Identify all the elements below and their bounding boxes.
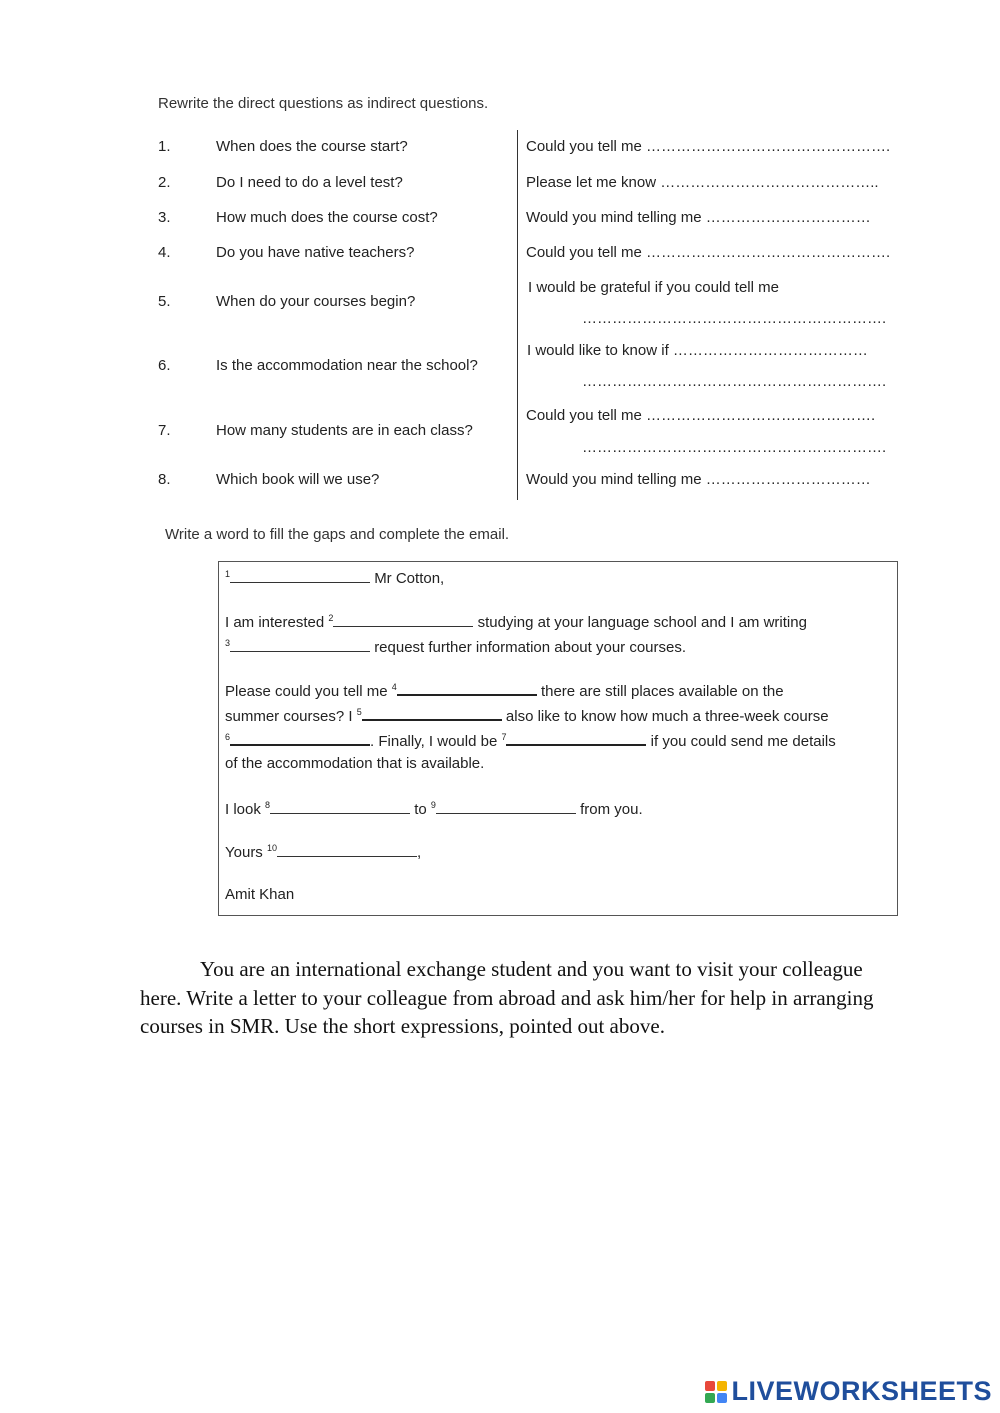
- question-number: 6.: [158, 357, 171, 374]
- question-number: 3.: [158, 209, 171, 226]
- writing-task: You are an international exchange student and you want to visit your colleague here. Write a letter to your colleague from abroad and ask him/her for help in arranging courses in SMR. Use the short expressions, pointed out above.: [140, 957, 874, 1038]
- question-number: 2.: [158, 174, 171, 191]
- answer-prompt[interactable]: Could you tell me ………………………………………….: [526, 244, 891, 261]
- question-text: Is the accommodation near the school?: [216, 357, 478, 374]
- question-text: How much does the course cost?: [216, 209, 438, 226]
- answer-prompt[interactable]: Could you tell me ………………………………………….: [526, 138, 891, 155]
- gap-4[interactable]: [397, 680, 537, 696]
- question-text: Which book will we use?: [216, 471, 380, 488]
- gap-6[interactable]: [230, 730, 370, 746]
- answer-prompt[interactable]: Would you mind telling me ……………………………: [526, 471, 871, 488]
- section1-instruction: Rewrite the direct questions as indirect questions.: [158, 95, 489, 112]
- answer-prompt[interactable]: Could you tell me ……………………………………….: [526, 407, 876, 424]
- question-number: 4.: [158, 244, 171, 261]
- question-text: How many students are in each class?: [216, 422, 473, 439]
- gap-5[interactable]: [362, 705, 502, 721]
- column-divider: [517, 130, 518, 500]
- gap-8[interactable]: [270, 799, 410, 814]
- question-text: When does the course start?: [216, 138, 408, 155]
- gap-3[interactable]: [230, 637, 370, 652]
- gap-2[interactable]: [333, 612, 473, 627]
- email-line-1: $^1$ Mr Cotton,: [225, 569, 445, 587]
- liveworksheets-logo: [705, 1376, 992, 1407]
- email-line-7: of the accommodation that is available.: [225, 755, 485, 772]
- answer-line[interactable]: …………………………………………………….: [582, 439, 887, 456]
- gap-1[interactable]: [230, 568, 370, 583]
- logo-text: LIVEWORKSHEETS: [731, 1376, 992, 1406]
- question-text: Do you have native teachers?: [216, 244, 415, 261]
- answer-prompt[interactable]: Would you mind telling me ……………………………: [526, 209, 871, 226]
- question-number: 7.: [158, 422, 171, 439]
- gap-9[interactable]: [436, 799, 576, 814]
- email-line-2: I am interested $^2$ studying at your language school and I am writing: [225, 613, 807, 631]
- email-line-6: $^6$ . Finally, I would be $^7$ if you could send me details: [225, 732, 836, 750]
- email-line-5: summer courses? I $^5$ also like to know how much a three-week course: [225, 707, 829, 725]
- answer-line[interactable]: …………………………………………………….: [582, 310, 887, 327]
- gap-7[interactable]: [506, 730, 646, 746]
- question-text: Do I need to do a level test?: [216, 174, 403, 191]
- email-box: [218, 561, 898, 916]
- question-text: When do your courses begin?: [216, 293, 416, 310]
- gap-10[interactable]: [277, 842, 417, 857]
- email-signature: Amit Khan: [225, 886, 295, 903]
- answer-prompt: I would be grateful if you could tell me: [528, 279, 779, 296]
- section2-instruction: Write a word to fill the gaps and complete the email.: [165, 526, 510, 543]
- question-number: 5.: [158, 293, 171, 310]
- email-line-9: Yours $^{10}$ ,: [225, 843, 422, 861]
- answer-line[interactable]: …………………………………………………….: [582, 373, 887, 390]
- question-number: 8.: [158, 471, 171, 488]
- email-line-8: I look $^8$ to $^9$ from you.: [225, 800, 643, 818]
- logo-icon: [705, 1381, 727, 1403]
- email-line-3: $^3$ request further information about your courses.: [225, 638, 687, 656]
- answer-prompt[interactable]: I would like to know if …………………………………: [527, 342, 868, 359]
- email-line-4: Please could you tell me $^4$ there are still places available on the: [225, 682, 784, 700]
- question-number: 1.: [158, 138, 171, 155]
- answer-prompt[interactable]: Please let me know ……………………………………..: [526, 174, 879, 191]
